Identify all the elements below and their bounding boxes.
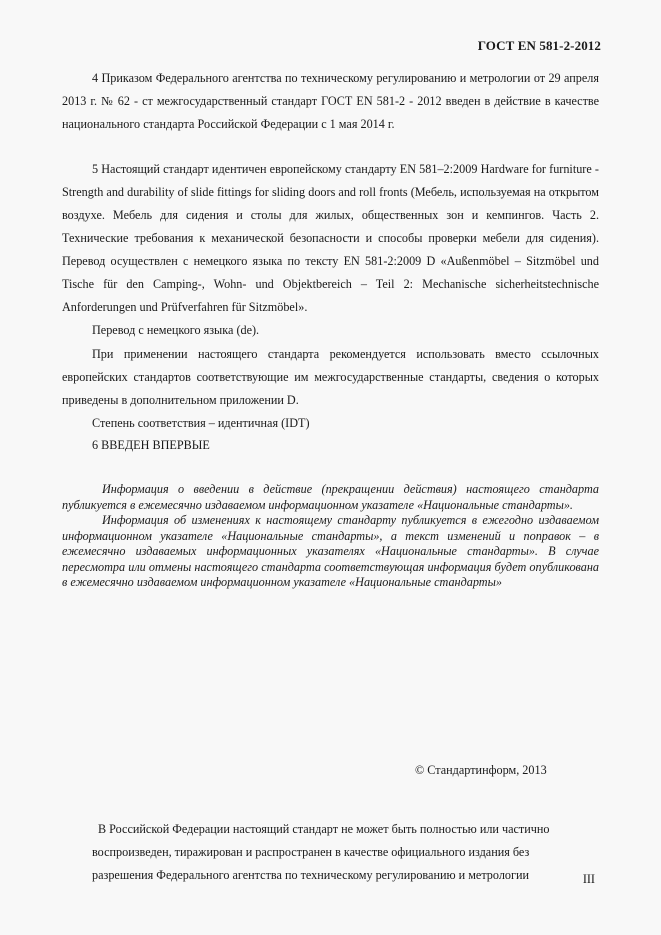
reproduction-notice — [92, 818, 572, 887]
copyright: © Стандартинформ, 2013 — [415, 763, 547, 777]
paragraph-item-6 — [62, 434, 599, 457]
notice-line-1: В Российской Федерации настоящий стандарт не может быть полностью или частично — [98, 822, 550, 836]
standard-code: ГОСТ EN 581-2-2012 — [477, 38, 601, 53]
info-paragraph-2: Информация об изменениях к настоящему стандарту публикуется в ежегодно издаваемом информационном указателе «Национальные стандарты», а текст изменений и поправок – в ежемесячно издаваемых информационных указателях «Национальные стандарты». В случае пересмотра или отмены настоящего стандарта соответствующая информация будет опубликована в ежемесячно издаваемом информационном указателе «Национальные стандарты» — [62, 513, 599, 589]
paragraph-application-text: При применении настоящего стандарта рекомендуется использовать вместо ссылочных европейских стандартов соответствующие им межгосударственные стандарты, сведения о которых приведены в дополнительном приложении D. — [62, 347, 599, 407]
info-paragraph-1: Информация о введении в действие (прекращении действия) настоящего стандарта публикуется в ежемесячно издаваемом информационном указателе «Национальные стандарты». — [62, 482, 599, 512]
notice-line-2: воспроизведен, тиражирован и распространен в качестве официального издания без — [92, 845, 530, 859]
info-block — [62, 482, 599, 591]
paragraph-degree-text: Степень соответствия – идентичная (IDT) — [92, 416, 310, 430]
paragraph-item-6-text: 6 ВВЕДЕН ВПЕРВЫЕ — [92, 438, 210, 452]
paragraph-application — [62, 343, 599, 412]
notice-line-3: разрешения Федерального агентства по техническому регулированию и метрологии — [92, 868, 530, 882]
page-number: III — [582, 872, 595, 886]
paragraph-item-5 — [62, 158, 599, 319]
paragraph-item-5-text: 5 Настоящий стандарт идентичен европейскому стандарту EN 581–2:2009 Hardware for furniture - Strength and durability of slide fittings for sliding doors and roll fronts (Мебель, используемая на открытом воздухе. Мебель для сидения и столы для жилых, общественных зон и кемпингов. Часть 2. Технические требования к механической безопасности и способы проверки мебели для сидения). Перевод осуществлен с немецкого языка по тексту EN 581-2:2009 D «Außenmöbel – Sitzmöbel und Tische für den Camping-, Wohn- und Objektbereich – Teil 2: Mechanische sicherheitstechnische Anforderungen und Prüfverfahren für Sitzmöbel». — [62, 162, 599, 314]
paragraph-translation-text: Перевод с немецкого языка (de). — [92, 323, 260, 337]
paragraph-item-4 — [62, 67, 599, 136]
paragraph-translation — [62, 319, 599, 342]
paragraph-item-4-text: 4 Приказом Федерального агентства по техническому регулированию и метрологии от 29 апреля 2013 г. № 62 - ст межгосударственный стандарт ГОСТ EN 581-2 - 2012 введен в действие в качестве национального стандарта Российской Федерации с 1 мая 2014 г. — [62, 71, 599, 131]
paragraph-degree — [62, 412, 599, 435]
